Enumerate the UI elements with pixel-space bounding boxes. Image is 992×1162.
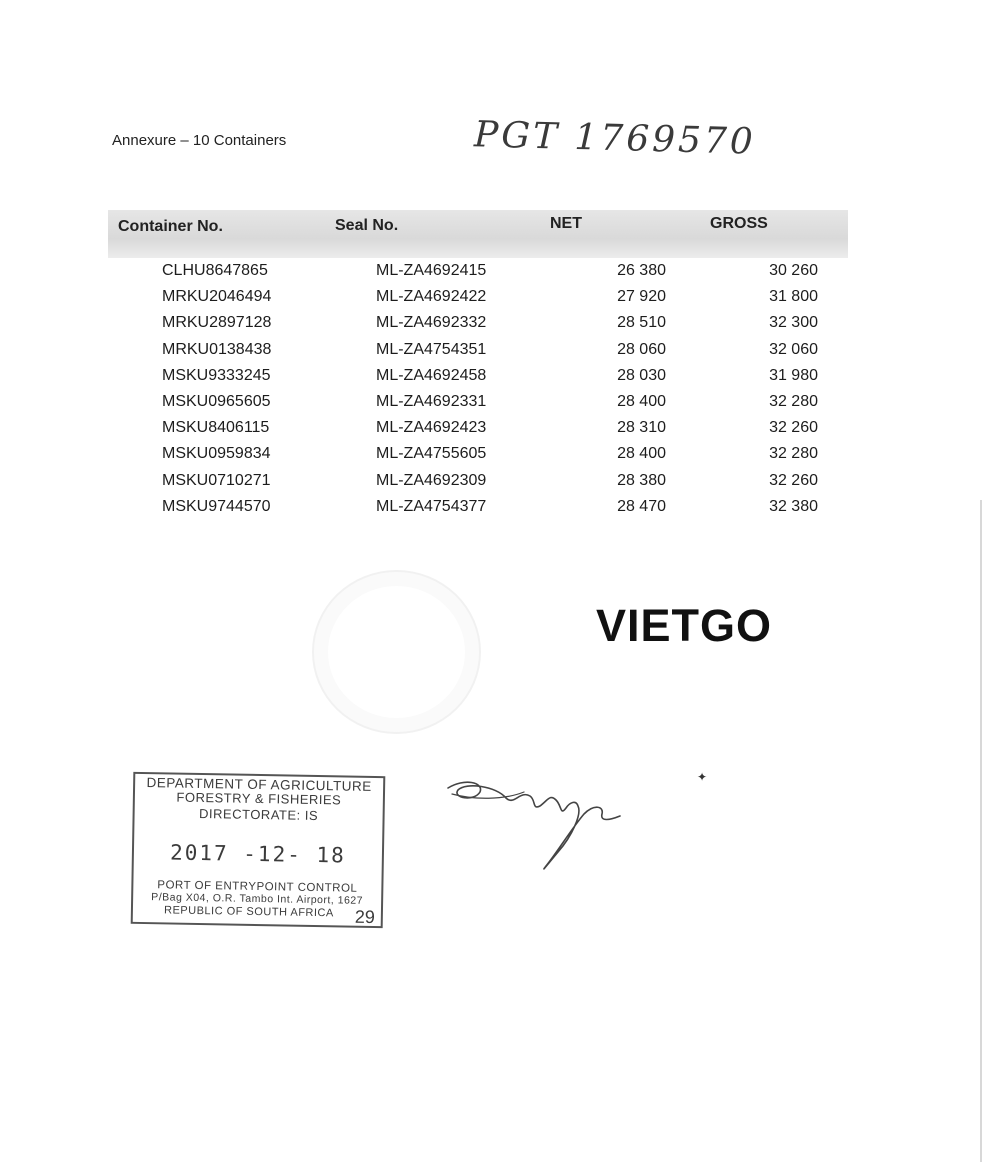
ink-speck: ✦ — [697, 770, 708, 784]
gross-weight: 31 800 — [769, 288, 818, 306]
seal-number: ML-ZA4692331 — [376, 392, 487, 410]
table-row — [0, 393, 992, 419]
seal-number: ML-ZA4754351 — [376, 340, 487, 358]
container-number: MSKU8406115 — [162, 419, 270, 437]
container-number: MSKU0959834 — [162, 445, 271, 463]
table-row — [0, 472, 992, 498]
gross-weight: 30 260 — [769, 262, 818, 279]
column-header-seal: Seal No. — [335, 217, 399, 234]
seal-number: ML-ZA4692309 — [376, 471, 487, 489]
seal-number: ML-ZA4692423 — [376, 419, 487, 437]
net-weight: 28 310 — [617, 419, 666, 437]
gross-weight: 32 260 — [769, 419, 818, 437]
seal-number: ML-ZA4692458 — [376, 366, 487, 384]
container-number: MSKU0965605 — [162, 392, 271, 410]
stamp-department: DEPARTMENT OF AGRICULTURE — [146, 775, 372, 794]
table-row — [0, 367, 992, 393]
stamp-number: 29 — [354, 906, 376, 928]
container-number: MRKU2046494 — [162, 288, 272, 306]
seal-number: ML-ZA4692415 — [376, 262, 487, 279]
container-number: MSKU0710271 — [162, 471, 271, 489]
table-row — [0, 314, 992, 340]
seal-number: ML-ZA4754377 — [376, 497, 487, 515]
table-row — [0, 498, 992, 524]
brand-watermark: VIETGO — [596, 600, 773, 651]
gross-weight: 32 280 — [769, 392, 818, 410]
stamp-port: PORT OF ENTRYPOINT CONTROL — [157, 879, 358, 895]
net-weight: 28 510 — [617, 314, 666, 332]
seal-number: ML-ZA4692422 — [376, 288, 487, 306]
net-weight: 27 920 — [617, 288, 666, 306]
gross-weight: 32 280 — [769, 445, 818, 463]
net-weight: 28 470 — [617, 497, 666, 515]
seal-number: ML-ZA4755605 — [376, 445, 487, 463]
stamp-division: FORESTRY & FISHERIES — [176, 789, 342, 808]
table-row — [0, 445, 992, 471]
column-header-container: Container No. — [118, 218, 223, 235]
container-number: MSKU9333245 — [162, 366, 271, 384]
net-weight: 28 060 — [617, 340, 666, 358]
container-number: MRKU0138438 — [162, 340, 272, 358]
stamp-date: 2017 -12- 18 — [169, 840, 346, 868]
container-number: MSKU9744570 — [162, 497, 271, 515]
container-number: MRKU2897128 — [162, 314, 272, 332]
container-table-body — [0, 262, 992, 524]
table-row — [0, 288, 992, 314]
handwritten-reference: PGT 1769570 — [473, 114, 757, 163]
stamp-country: REPUBLIC OF SOUTH AFRICA — [163, 904, 334, 920]
gross-weight: 32 380 — [769, 497, 818, 515]
seal-number: ML-ZA4692332 — [376, 314, 487, 332]
scan-edge-line — [980, 500, 982, 1162]
gross-weight: 31 980 — [769, 366, 818, 384]
column-header-net: NET — [550, 215, 582, 232]
net-weight: 28 030 — [617, 366, 666, 384]
net-weight: 26 380 — [617, 262, 666, 279]
gross-weight: 32 060 — [769, 340, 818, 358]
customs-stamp — [131, 772, 386, 928]
net-weight: 28 400 — [617, 445, 666, 463]
column-header-gross: GROSS — [710, 215, 768, 232]
faded-seal-mark — [312, 570, 481, 734]
table-row — [0, 341, 992, 367]
net-weight: 28 380 — [617, 471, 666, 489]
table-row — [0, 419, 992, 445]
net-weight: 28 400 — [617, 392, 666, 410]
container-number: CLHU8647865 — [162, 262, 268, 279]
stamp-directorate: DIRECTORATE: IS — [198, 805, 319, 824]
handwritten-signature — [444, 770, 634, 880]
gross-weight: 32 300 — [769, 314, 818, 332]
document-title: Annexure – 10 Containers — [112, 132, 287, 149]
gross-weight: 32 260 — [769, 471, 818, 489]
stamp-address: P/Bag X04, O.R. Tambo Int. Airport, 1627 — [151, 891, 364, 907]
table-row — [0, 262, 992, 288]
